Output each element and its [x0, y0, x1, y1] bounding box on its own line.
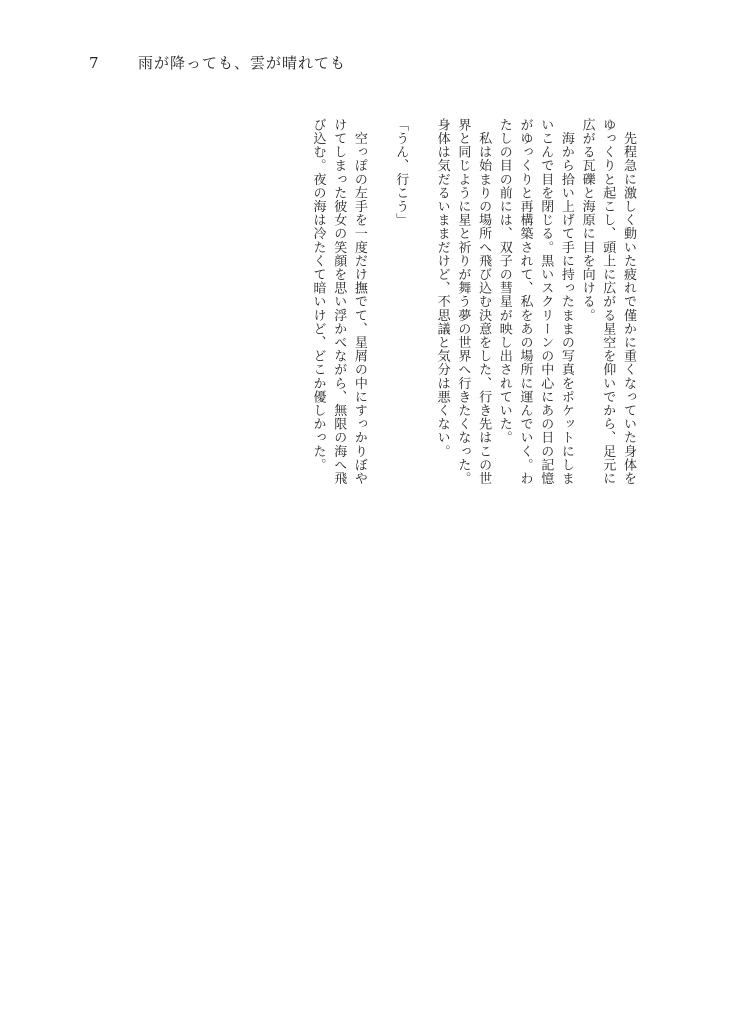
page-number: 7 — [89, 54, 99, 72]
blank-line — [410, 118, 431, 638]
vertical-body-text — [248, 118, 638, 638]
paragraph-1: 先程急に激しく動いた疲れで僅かに重くなっていた身体を ゆっくりと起こし、頭上に広がる星空を仰いでから、足元に 広がる瓦礫と海原に目を向ける。 — [579, 118, 636, 486]
paragraph-4: 空っぽの左手を一度だけ撫でて、星屑の中にすっかりぼや けてしまった彼女の笑顔を思い浮かべながら、無限の海へ飛 び込む。夜の海は冷たくて暗いけど、どこか優しかった。 — [310, 118, 367, 486]
running-title: 雨が降っても、雲が晴れても — [138, 54, 347, 72]
paragraph-2: 海から拾い上げて手に持ったままの写真をポケットにしま いこんで目を閉じる。黒いスクリーンの中心にあの日の記憶 がゆっくりと再構築されて、私をあの場所に運んでいく。わ たしの目の前には、双子の彗星が映し出されていた。 — [496, 118, 574, 486]
blank-line — [369, 118, 390, 638]
dialogue-line: 「うん、行こう」 — [393, 118, 409, 227]
paragraph-3: 私は始まりの場所へ飛び込む決意をした、行き先はこの世 界と同じように星と祈りが舞う夢の世界へ行きたくなった。 身体は気だるいままだけど、不思議と気分は悪くない。 — [434, 118, 492, 486]
